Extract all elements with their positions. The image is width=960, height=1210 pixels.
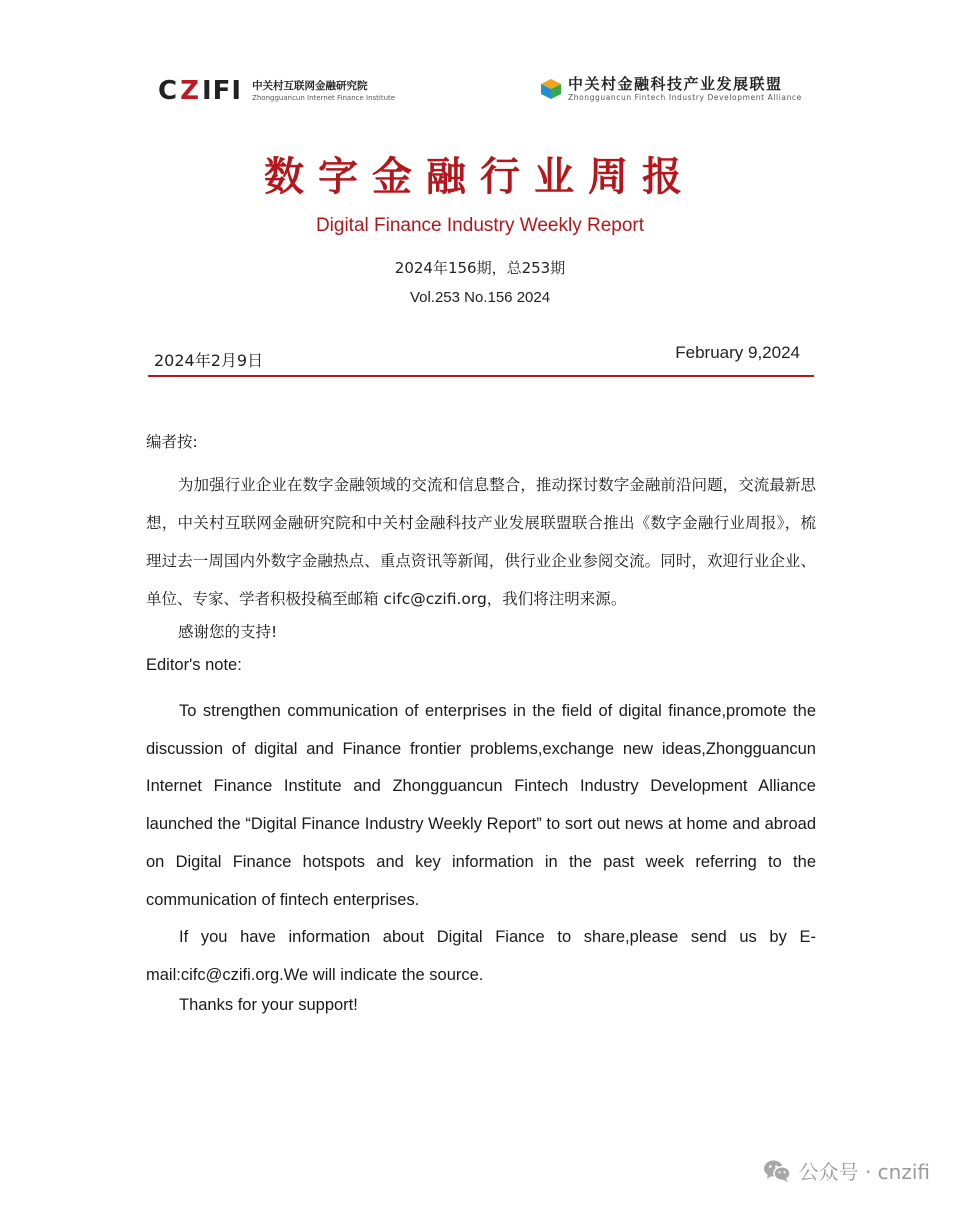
report-title-cn: 数字金融行业周报 bbox=[264, 153, 696, 200]
issue-number-cn: 2024年156期，总253期 bbox=[394, 259, 566, 277]
editor-note-paragraph-en: To strengthen communication of enterprises in the field of digital finance,promote the discussion of digital and Finance frontier problems,exchange new ideas,Zhongguancun Internet Finance Institute and Zhongguancun Fintech Industry Development Alliance launched the “Digital Finance Industry Weekly Report” to sort out news at home and abroad on Digital Finance hotspots and key information in the past week referring to the communication of fintech enterprises. bbox=[146, 702, 816, 909]
editor-note-contact-en: If you have information about Digital Fiance to share,please send us by E-mail:cifc@czifi.org.We will indicate the source. bbox=[146, 928, 816, 984]
issue-number-en: Vol.253 No.156 2024 bbox=[409, 289, 551, 306]
czifi-logo-mark bbox=[158, 76, 242, 106]
date-divider bbox=[148, 375, 814, 377]
institute-name-en: Zhongguancun Internet Finance Institute bbox=[252, 93, 396, 102]
logo-letter-c: C bbox=[158, 76, 179, 106]
wechat-watermark bbox=[763, 1156, 930, 1185]
date-cn: 2024年2月9日 bbox=[154, 351, 264, 370]
czifi-logo-text bbox=[252, 80, 395, 103]
editor-note-label-cn: 编者按: bbox=[146, 433, 198, 451]
logo-letter-z: Z bbox=[180, 76, 200, 106]
alliance-logo bbox=[540, 74, 802, 104]
watermark-text: 公众号 · cnzifi bbox=[798, 1160, 930, 1184]
institute-name-cn: 中关村互联网金融研究院 bbox=[252, 79, 368, 92]
editor-note-label-en: Editor's note: bbox=[146, 656, 242, 674]
logo-letters-ifi: IFI bbox=[201, 76, 243, 106]
czifi-logo bbox=[158, 76, 395, 106]
alliance-name-cn: 中关村金融科技产业发展联盟 bbox=[568, 74, 783, 93]
alliance-name-en: Zhongguancun Fintech Industry Development Alliance bbox=[568, 92, 802, 102]
date-en: February 9,2024 bbox=[675, 343, 800, 362]
thanks-cn: 感谢您的支持! bbox=[178, 623, 278, 641]
report-title-en: Digital Finance Industry Weekly Report bbox=[315, 215, 645, 236]
editor-note-paragraph-cn: 为加强行业企业在数字金融领域的交流和信息整合，推动探讨数字金融前沿问题，交流最新思想，中关村互联网金融研究院和中关村金融科技产业发展联盟联合推出《数字金融行业周报》，梳理过去一周国内外数字金融热点、重点资讯等新闻，供行业企业参阅交流。同时，欢迎行业企业、单位、专家、学者积极投稿至邮箱 cifc@czifi.org，我们将注明来源。 bbox=[146, 476, 816, 608]
thanks-en: Thanks for your support! bbox=[179, 996, 358, 1014]
cube-icon bbox=[540, 78, 562, 100]
wechat-icon bbox=[763, 1159, 791, 1183]
